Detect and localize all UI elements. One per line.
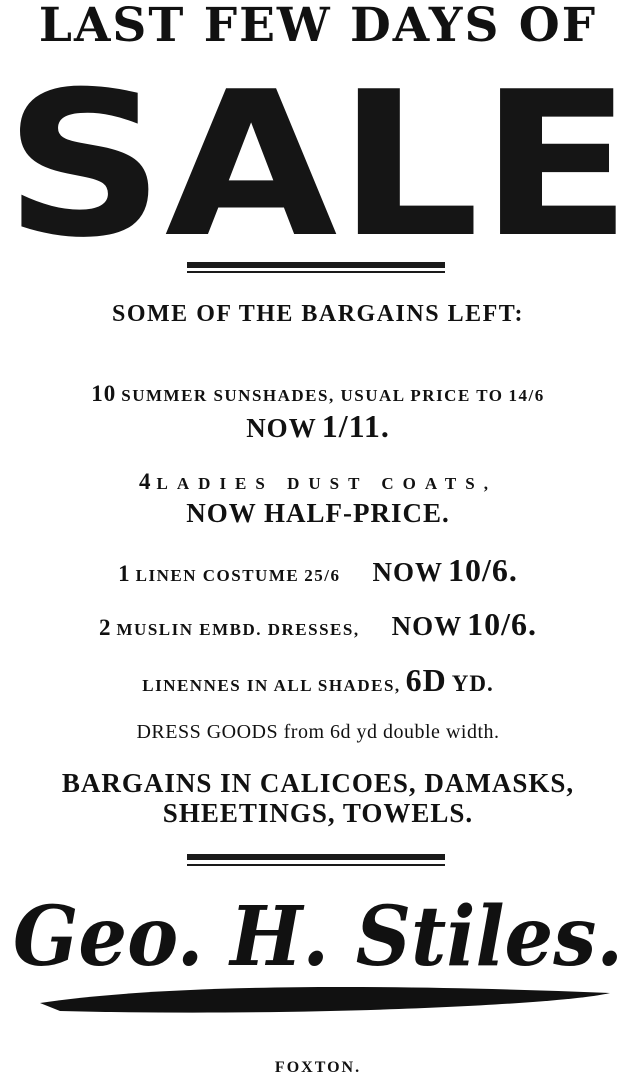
item-sunshades <box>0 382 636 405</box>
item-offer: NOW <box>391 611 463 641</box>
item-qty: 10 <box>91 381 117 406</box>
item-desc: LINEN COSTUME <box>135 566 300 585</box>
item-dust-coats-offer <box>0 500 636 527</box>
item-qty: 1 <box>118 561 131 586</box>
item-offer: NOW <box>246 413 317 443</box>
item-price: 6D <box>405 662 447 698</box>
signature <box>0 885 636 1035</box>
sale-word: SALE <box>4 62 632 242</box>
item-dust-coats <box>0 470 636 493</box>
item-price: 10/6. <box>467 606 537 642</box>
item-price: 10/6. <box>447 552 518 588</box>
divider-top-thin <box>187 271 445 273</box>
item-linen-costume <box>0 554 636 586</box>
item-muslin-dresses <box>0 608 636 640</box>
subhead: SOME OF THE BARGAINS LEFT: <box>112 301 524 327</box>
divider-bottom <box>187 854 445 860</box>
item-offer: NOW HALF-PRICE. <box>186 498 450 528</box>
bargains-line-1: BARGAINS IN CALICOES, DAMASKS, <box>61 768 575 798</box>
item-sunshades-offer <box>0 410 636 442</box>
item-qty: 4 <box>139 469 152 494</box>
item-unit: YD. <box>451 671 494 696</box>
item-detail: 14/6 <box>508 386 545 405</box>
item-desc: LINENNES IN ALL SHADES, <box>142 676 401 695</box>
divider-top <box>187 262 445 268</box>
item-detail: 25/6 <box>304 566 341 585</box>
item-price: 1/11. <box>321 408 390 444</box>
dress-goods: DRESS GOODS from 6d yd double width. <box>136 721 500 743</box>
divider-bottom-thin <box>187 864 445 866</box>
sale-lettering <box>0 62 636 242</box>
item-desc: LADIES DUST COATS, <box>156 474 497 493</box>
bargains-line-2: SHEETINGS, TOWELS. <box>162 798 474 828</box>
item-linennes <box>0 664 636 696</box>
item-qty: 2 <box>99 615 112 640</box>
item-desc: MUSLIN EMBD. DRESSES, <box>116 620 360 639</box>
item-desc: SUMMER SUNSHADES, USUAL PRICE TO <box>121 386 504 405</box>
headline: LAST FEW DAYS OF <box>38 0 598 53</box>
town: FOXTON. <box>274 1059 362 1076</box>
item-offer: NOW <box>372 557 443 587</box>
signature-text: Geo. H. Stiles. <box>13 889 623 985</box>
signature-flourish <box>40 987 610 1013</box>
sale-banner <box>0 62 636 242</box>
